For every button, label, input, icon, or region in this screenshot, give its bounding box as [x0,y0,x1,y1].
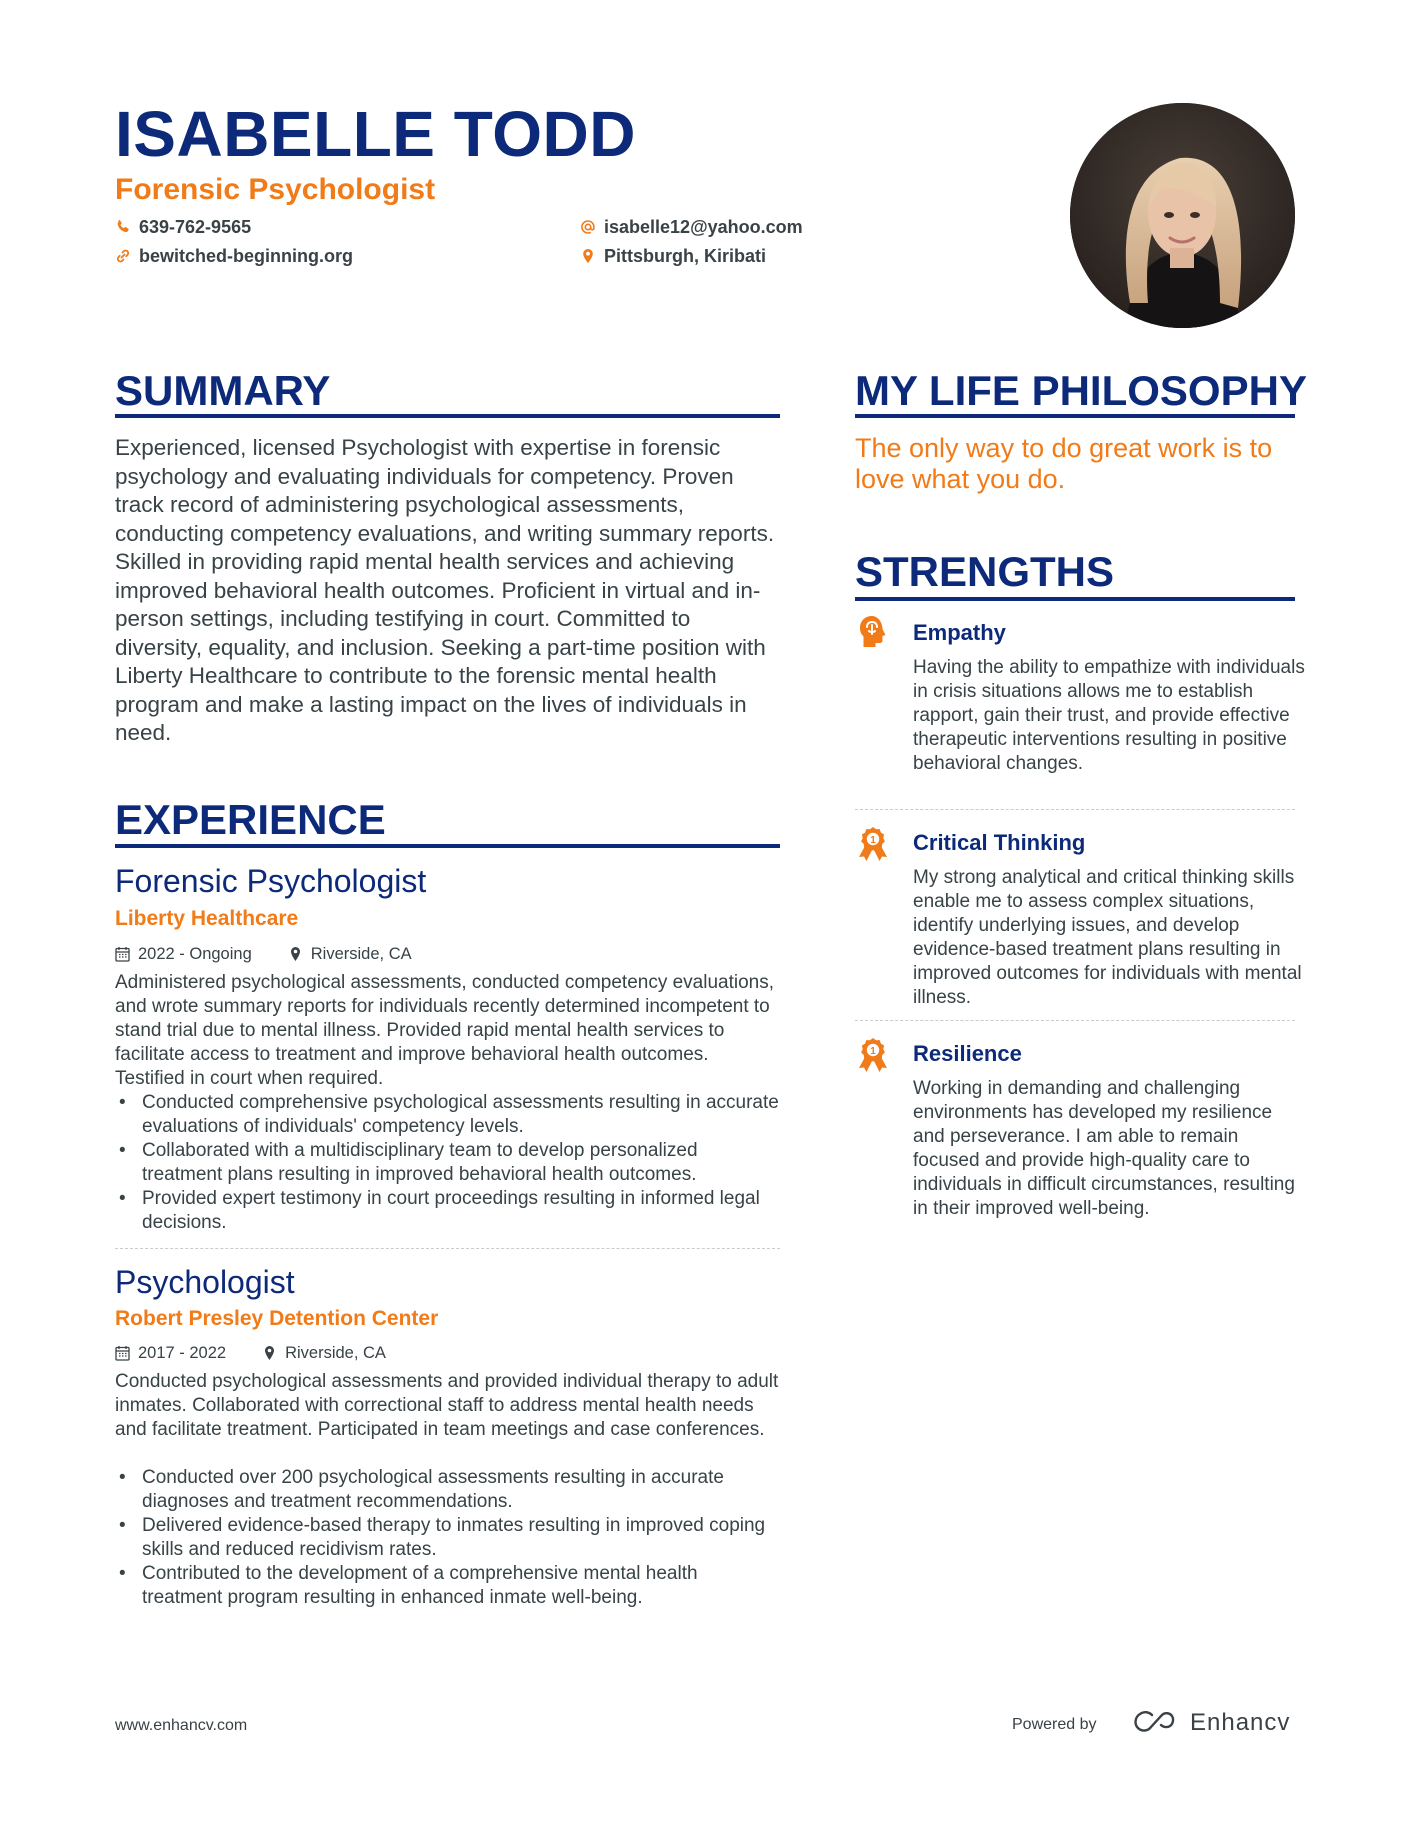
summary-text: Experienced, licensed Psychologist with expertise in forensic psychology and evaluating individuals for competency. Proven track record of administering psychological assessments, conducting competency evaluations, and writing summary reports. Skilled in providing rapid mental health services and achieving improved behavioral health outcomes. Proficient in virtual and in-person settings, including testifying in court. Committed to diversity, equality, and inclusion. Seeking a part-time position with Liberty Healthcare to contribute to the forensic mental health program and make a lasting impact on the lives of individuals in need. [115,435,775,745]
phone-text: 639-762-9565 [139,217,252,237]
job-separator [115,1248,780,1249]
job-company: Liberty Healthcare [115,907,299,930]
enhancv-logo-icon [1130,1709,1178,1735]
award-ribbon-icon [857,1037,889,1073]
job-bullets [115,1091,780,1235]
at-sign-icon [580,219,596,235]
candidate-name: ISABELLE TODD [115,98,636,170]
job-company: Robert Presley Detention Center [115,1307,439,1330]
strength-separator [855,809,1295,810]
location-text: Pittsburgh, Kiribati [604,246,766,266]
strengths-heading: STRENGTHS [855,548,1115,595]
job-location: Riverside, CA [285,1344,386,1362]
website-text: bewitched-beginning.org [139,246,353,266]
calendar-icon [115,946,130,962]
job-dates: 2022 - Ongoing [138,945,252,963]
experience-heading: EXPERIENCE [115,796,386,843]
list-item: • Conducted over 200 psychological assessments resulting in accurate diagnoses and treatment recommendations. [115,1466,780,1514]
strength-description: Having the ability to empathize with individuals in crisis situations allows me to establish rapport, gain their trust, and provide effective therapeutic interventions resulting in positive behavioral changes. [913,657,1305,774]
contact-website[interactable] [115,245,353,267]
philosophy-divider [855,414,1295,418]
calendar-icon [115,1345,130,1361]
strength-separator [855,1020,1295,1021]
job-bullets [115,1466,780,1610]
svg-text:1: 1 [870,835,876,846]
strengths-divider [855,597,1295,601]
strength-description: My strong analytical and critical thinking skills enable me to assess complex situations, identify underlying issues, and develop evidence-based treatment plans resulting in improved outcomes for individuals with mental illness. [913,867,1302,1008]
job-meta [115,944,412,964]
strength-description: Working in demanding and challenging environments has developed my resilience and perseverance. I am able to remain focused and provide high-quality care to individuals in difficult circumstances, resulting in their improved well-being. [913,1078,1295,1219]
experience-divider [115,844,780,848]
map-pin-icon [580,248,596,264]
job-title: Forensic Psychologist [115,863,427,899]
map-pin-icon [288,946,303,962]
phone-icon [115,219,131,235]
strength-title: Resilience [913,1041,1022,1066]
job-location: Riverside, CA [310,945,412,963]
philosophy-quote: The only way to do great work is to love what you do. [855,433,1273,494]
svg-text:1: 1 [870,1046,876,1057]
contact-email[interactable] [580,216,803,238]
link-icon [115,248,131,264]
contact-phone[interactable] [115,216,251,238]
job-title: Psychologist [115,1264,295,1300]
award-ribbon-icon [857,826,889,862]
list-item: • Delivered evidence-based therapy to inmates resulting in improved coping skills and reduced recidivism rates. [115,1514,780,1562]
list-item: • Contributed to the development of a comprehensive mental health treatment program resulting in enhanced inmate well-being. [115,1562,780,1610]
candidate-title: Forensic Psychologist [115,173,436,206]
list-item: • Conducted comprehensive psychological assessments resulting in accurate evaluations of individuals' competency levels. [115,1091,780,1139]
job-dates: 2017 - 2022 [138,1344,227,1362]
profile-photo [1070,103,1295,328]
portrait-image [1070,103,1295,328]
philosophy-heading: MY LIFE PHILOSOPHY [855,367,1307,414]
list-item: • Collaborated with a multidisciplinary team to develop personalized treatment plans resulting in improved behavioral health outcomes. [115,1139,780,1187]
footer-powered-by: Powered by [1012,1716,1097,1733]
map-pin-icon [262,1345,277,1361]
summary-heading: SUMMARY [115,367,331,414]
strength-title: Empathy [913,620,1006,645]
strength-title: Critical Thinking [913,830,1086,855]
job-meta [115,1343,386,1363]
list-item: • Provided expert testimony in court proceedings resulting in informed legal decisions. [115,1187,780,1235]
head-brain-icon [857,614,889,650]
job-description: Administered psychological assessments, conducted competency evaluations, and wrote summary reports for individuals recently determined incompetent to stand trial due to mental illness. Provided rapid mental health services to facilitate access to treatment and improve behavioral health outcomes. Testified in court when required. [115,972,775,1089]
email-text: isabelle12@yahoo.com [604,217,803,237]
enhancv-brand-name: Enhancv [1190,1709,1291,1736]
footer-website[interactable]: www.enhancv.com [115,1717,248,1734]
summary-divider [115,414,780,418]
job-description: Conducted psychological assessments and provided individual therapy to adult inmates. Collaborated with correctional staff to address mental health needs and facilitate treatment. Participated in team meetings and case conferences. [115,1371,779,1440]
contact-location [580,245,766,267]
